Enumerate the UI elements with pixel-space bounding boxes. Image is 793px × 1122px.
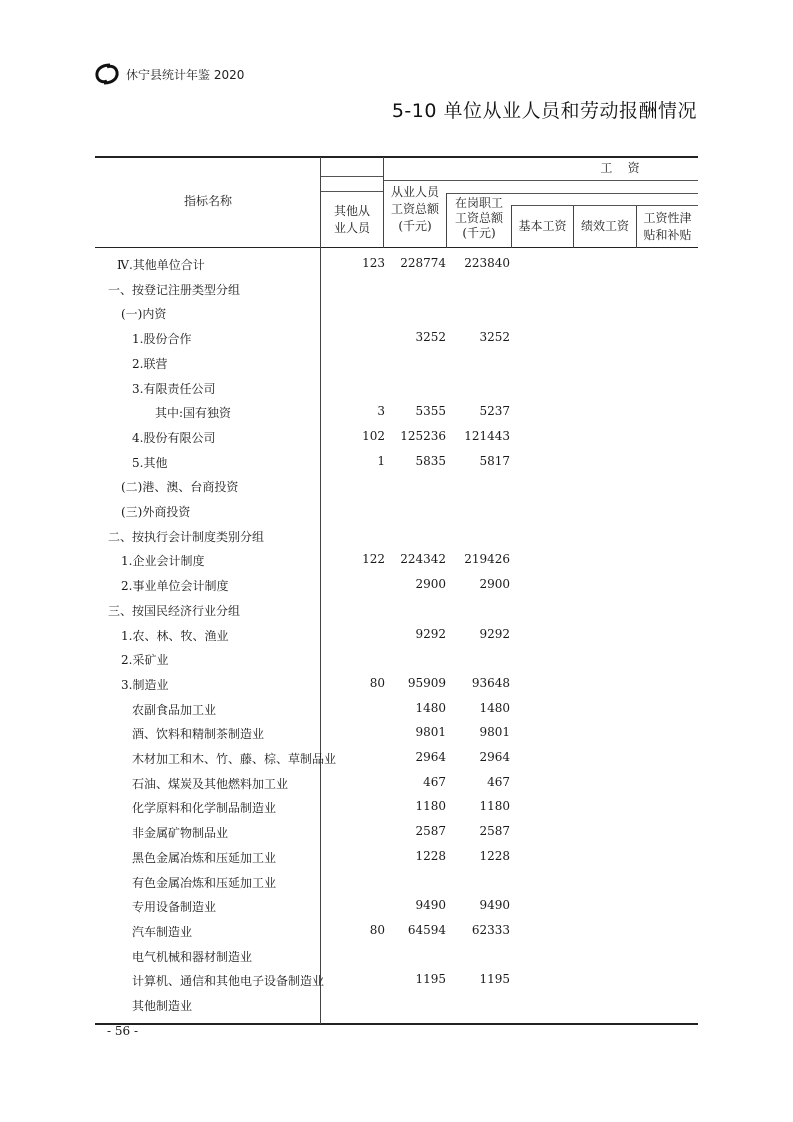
cell-total: 9801 — [415, 725, 446, 739]
row-label: 1.农、林、牧、渔业 — [121, 629, 229, 643]
cell-onpost: 2900 — [479, 577, 510, 591]
row-label: 其他制造业 — [132, 999, 193, 1013]
row-label: 3.有限责任公司 — [132, 382, 216, 396]
row-label: 1.企业会计制度 — [121, 554, 205, 568]
table-bottom-rule — [95, 1023, 698, 1025]
cell-total: 467 — [423, 775, 446, 789]
row-label: 农副食品加工业 — [132, 703, 217, 717]
row-label: 电气机械和器材制造业 — [132, 950, 253, 964]
header-total-wage: 从业人员 工资总额 (千元) — [390, 185, 439, 233]
cell-onpost: 1480 — [479, 701, 510, 715]
cell-onpost: 5817 — [479, 454, 510, 468]
row-label: Ⅳ.其他单位合计 — [117, 258, 205, 272]
cell-onpost: 1180 — [479, 799, 510, 813]
header-indicator: 指标名称 — [183, 194, 232, 208]
cell-total: 1195 — [415, 972, 446, 986]
cell-total: 1480 — [415, 701, 446, 715]
yearbook-logo-icon — [94, 63, 120, 85]
cell-other: 3 — [377, 404, 385, 418]
row-label: 汽车制造业 — [132, 925, 193, 939]
cell-total: 9490 — [415, 898, 446, 912]
table-title: 5-10 单位从业人员和劳动报酬情况 — [391, 100, 697, 122]
cell-total: 2587 — [415, 824, 446, 838]
cell-total: 5835 — [415, 454, 446, 468]
cell-onpost: 2964 — [479, 750, 510, 764]
cell-onpost: 2587 — [479, 824, 510, 838]
cell-total: 1180 — [415, 799, 446, 813]
row-label: 3.制造业 — [121, 678, 169, 692]
row-label: 二、按执行会计制度类别分组 — [108, 530, 265, 544]
row-label: 5.其他 — [132, 456, 168, 470]
header-wage-group: 工 资 — [600, 161, 640, 175]
sub-rule-b — [321, 191, 383, 192]
yearbook-title: 休宁县统计年鉴 2020 — [126, 68, 245, 82]
cell-total: 95909 — [407, 676, 446, 690]
cell-onpost: 93648 — [471, 676, 510, 690]
header-other-staff: 其他从 业人员 — [333, 204, 370, 235]
cell-total: 125236 — [400, 429, 446, 443]
row-label: 化学原料和化学制品制造业 — [132, 801, 277, 815]
cell-other: 80 — [369, 676, 385, 690]
onpost-top-rule — [447, 193, 698, 194]
cell-other: 123 — [362, 256, 385, 270]
cell-other: 102 — [362, 429, 385, 443]
row-label: 4.股份有限公司 — [132, 431, 216, 445]
row-label: 1.股份合作 — [132, 332, 192, 346]
cell-other: 80 — [369, 923, 385, 937]
page-number: - 56 - — [107, 1024, 139, 1038]
row-label: 有色金属冶炼和压延加工业 — [132, 876, 277, 890]
wage-group-rule — [384, 180, 698, 181]
sub-rule-a — [321, 176, 383, 177]
header-performance-wage: 绩效工资 — [580, 219, 629, 233]
cell-other: 1 — [377, 454, 385, 468]
breakdown-top-rule — [512, 205, 698, 206]
row-label: 三、按国民经济行业分组 — [108, 604, 241, 618]
cell-onpost: 3252 — [479, 330, 510, 344]
cell-onpost: 467 — [487, 775, 510, 789]
header-bottom-rule — [95, 247, 698, 248]
cell-onpost: 1195 — [479, 972, 510, 986]
row-label: 黑色金属冶炼和压延加工业 — [132, 851, 277, 865]
row-label: 计算机、通信和其他电子设备制造业 — [132, 974, 325, 988]
row-label: (一)内资 — [121, 307, 167, 321]
row-label: 石油、煤炭及其他燃料加工业 — [132, 777, 289, 791]
row-label: (三)外商投资 — [121, 505, 191, 519]
cell-onpost: 9801 — [479, 725, 510, 739]
cell-onpost: 1228 — [479, 849, 510, 863]
cell-total: 224342 — [400, 552, 446, 566]
table-top-rule — [95, 156, 698, 158]
cell-onpost: 121443 — [464, 429, 510, 443]
cell-onpost: 9490 — [479, 898, 510, 912]
col-divider-1 — [320, 157, 321, 1024]
cell-onpost: 9292 — [479, 627, 510, 641]
cell-total: 3252 — [415, 330, 446, 344]
cell-total: 5355 — [415, 404, 446, 418]
cell-total: 1228 — [415, 849, 446, 863]
cell-total: 2900 — [415, 577, 446, 591]
row-label: 2.采矿业 — [121, 653, 169, 667]
row-label: 专用设备制造业 — [132, 900, 217, 914]
row-label: 2.联营 — [132, 357, 168, 371]
cell-onpost: 223840 — [464, 256, 510, 270]
row-label: (二)港、澳、台商投资 — [121, 480, 239, 494]
cell-total: 2964 — [415, 750, 446, 764]
row-label: 2.事业单位会计制度 — [121, 579, 229, 593]
row-label: 酒、饮料和精制茶制造业 — [132, 727, 265, 741]
cell-onpost: 219426 — [464, 552, 510, 566]
cell-total: 64594 — [407, 923, 446, 937]
cell-total: 228774 — [400, 256, 446, 270]
row-label: 一、按登记注册类型分组 — [108, 283, 241, 297]
header-basic-wage: 基本工资 — [518, 219, 567, 233]
row-label: 非金属矿物制品业 — [132, 826, 229, 840]
header-onpost-wage: 在岗职工 工资总额 (千元) — [454, 196, 503, 240]
cell-total: 9292 — [415, 627, 446, 641]
row-label: 木材加工和木、竹、藤、棕、草制品业 — [132, 752, 337, 766]
cell-onpost: 5237 — [479, 404, 510, 418]
row-label: 其中:国有独资 — [155, 406, 232, 420]
header-allowance: 工资性津 贴和补贴 — [643, 211, 692, 242]
cell-other: 122 — [362, 552, 385, 566]
cell-onpost: 62333 — [471, 923, 510, 937]
